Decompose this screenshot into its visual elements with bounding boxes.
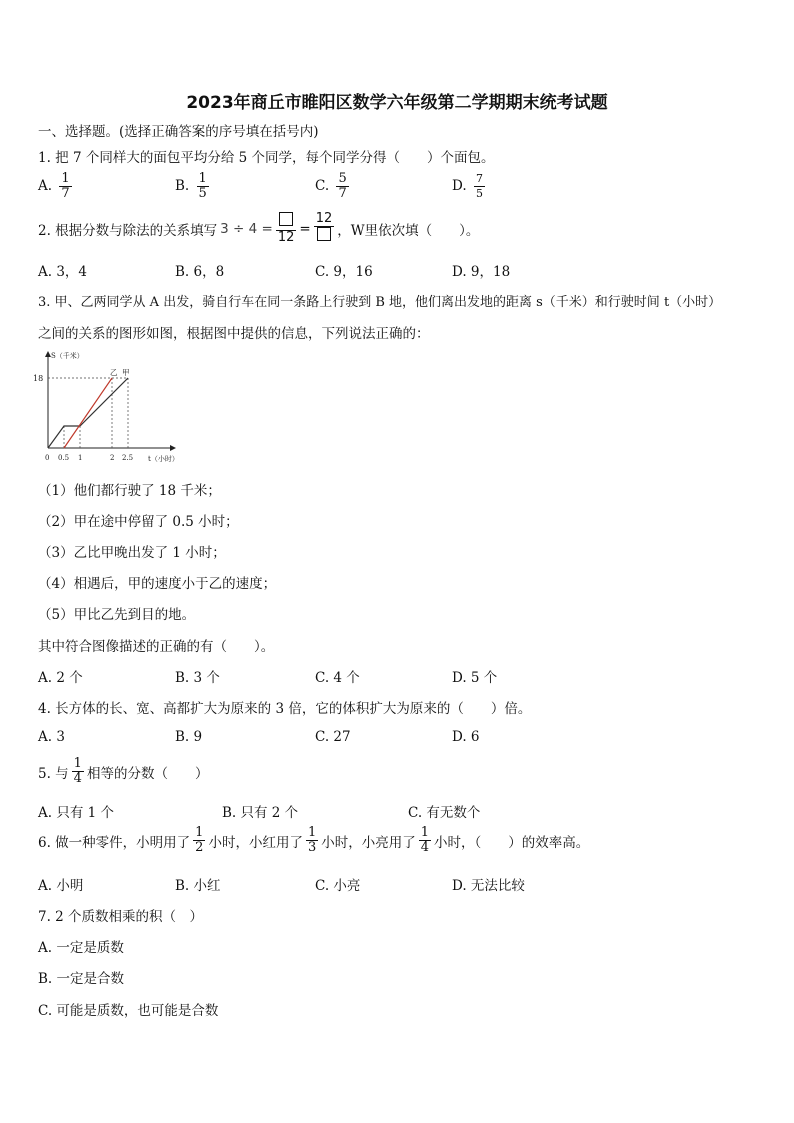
q3-ask: 其中符合图像描述的正确的有（ ）。 xyxy=(38,639,275,655)
q3-option-b: B. 3 个 xyxy=(175,670,220,686)
q3-statement-1: （1）他们都行驶了 18 千米； xyxy=(38,483,221,499)
blank-box xyxy=(279,212,293,226)
fraction: $\frac{1}{2}$ xyxy=(195,825,204,855)
q5-option-a: A. 只有 1 个 xyxy=(38,805,115,821)
question-3-options xyxy=(0,666,794,694)
q3-statement-4: （4）相遇后，甲的速度小于乙的速度； xyxy=(38,576,277,592)
distance-time-graph xyxy=(30,348,200,468)
q4-option-a: A. 3 xyxy=(38,729,65,745)
x-tick: 1 xyxy=(78,454,83,462)
fraction: $\frac{1}{4}$ xyxy=(420,825,430,855)
q6-option-c: C. 小亮 xyxy=(315,878,361,894)
q3-statement-5: （5）甲比乙先到目的地。 xyxy=(38,607,196,623)
q2-option-c: C. 9，16 xyxy=(315,264,373,280)
label-jia: 甲 xyxy=(122,368,130,377)
q6-option-d: D. 无法比较 xyxy=(452,878,525,894)
y-axis-label: S（千米） xyxy=(51,352,84,360)
q6-option-b: B. 小红 xyxy=(175,878,221,894)
q1-option-a: A. $\frac{1}{7}$ xyxy=(38,171,70,201)
q3-option-c: C. 4 个 xyxy=(315,670,360,686)
q7-option-c: C. 可能是质数，也可能是合数 xyxy=(38,1003,219,1019)
question-4-options xyxy=(0,729,794,757)
question-6-text: 6. 做一种零件，小明用了 $\frac{1}{2}$ 小时，小红用了 $\frac{1}{3}$ 小时，小亮用了 $\frac{1}{4}$ 小时，（ ）的效率高。 xyxy=(38,825,590,855)
x-tick: 0.5 xyxy=(58,454,70,462)
x-axis-label: t（小时） xyxy=(148,455,179,463)
label-yi: 乙 xyxy=(110,368,118,377)
fraction: $\frac{5}{7}$ xyxy=(338,171,347,201)
question-6-options xyxy=(0,874,794,902)
q2-option-d: D. 9，18 xyxy=(452,264,511,280)
q2-option-a: A. 3，4 xyxy=(38,264,88,280)
q4-option-b: B. 9 xyxy=(175,729,203,745)
question-2-text: 2. 根据分数与除法的关系填写 3 ÷ 4 = 12 = 12 ，W里依次填（ ）。 xyxy=(38,211,480,245)
q4-option-c: C. 27 xyxy=(315,729,351,745)
question-1-text: 1. 把 7 个同样大的面包平均分给 5 个同学，每个同学分得（ ）个面包。 xyxy=(38,150,495,166)
q1-option-b: B. $\frac{1}{5}$ xyxy=(175,171,207,201)
question-5-text: 5. 与 $\frac{1}{4}$ 相等的分数（ ） xyxy=(38,756,209,786)
question-7-text: 7. 2 个质数相乘的积（ ） xyxy=(38,909,204,925)
q4-option-d: D. 6 xyxy=(452,729,480,745)
question-5-options xyxy=(0,801,794,829)
fraction: $\frac{1}{3}$ xyxy=(307,825,317,855)
q7-option-b: B. 一定是合数 xyxy=(38,971,125,987)
y-tick-18: 18 xyxy=(33,374,44,383)
x-tick: 2.5 xyxy=(122,454,134,462)
fraction: $\frac{1}{5}$ xyxy=(198,171,207,201)
q1-option-c: C. $\frac{5}{7}$ xyxy=(315,171,347,201)
q2-option-b: B. 6，8 xyxy=(175,264,225,280)
question-2-options xyxy=(0,260,794,288)
page-title: 2023年商丘市睢阳区数学六年级第二学期期末统考试题 xyxy=(186,93,608,113)
q6-option-a: A. 小明 xyxy=(38,878,84,894)
fraction: 12 xyxy=(276,212,297,245)
blank-box xyxy=(317,227,331,241)
q3-option-d: D. 5 个 xyxy=(452,670,498,686)
q1-option-d: D. $\frac{7}{5}$ xyxy=(452,172,483,200)
question-1-options xyxy=(0,172,794,200)
fraction: $\frac{1}{7}$ xyxy=(61,171,70,201)
question-4-text: 4. 长方体的长、宽、高都扩大为原来的 3 倍，它的体积扩大为原来的（ ）倍。 xyxy=(38,701,532,717)
q5-option-c: C. 有无数个 xyxy=(408,805,481,821)
fraction: $\frac{7}{5}$ xyxy=(475,172,483,200)
q5-option-b: B. 只有 2 个 xyxy=(222,805,299,821)
fraction: $\frac{1}{4}$ xyxy=(73,756,82,786)
x-tick: 2 xyxy=(110,454,115,462)
fraction: 12 xyxy=(314,212,335,245)
question-3-text-line1: 3. 甲、乙两同学从 A 出发，骑自行车在同一条路上行驶到 B 地，他们离出发地的距离 s（千米）和行驶时间 t（小时） xyxy=(38,295,722,310)
q3-statement-2: （2）甲在途中停留了 0.5 小时； xyxy=(38,514,239,530)
q3-statement-3: （3）乙比甲晚出发了 1 小时； xyxy=(38,545,226,561)
q3-option-a: A. 2 个 xyxy=(38,670,83,686)
x-origin: 0 xyxy=(45,454,50,462)
line-yi xyxy=(64,378,112,448)
question-3-text-line2: 之间的关系的图形如图，根据图中提供的信息，下列说法正确的： xyxy=(38,326,430,342)
section-heading: 一、选择题。(选择正确答案的序号填在括号内) xyxy=(38,124,319,140)
q7-option-a: A. 一定是质数 xyxy=(38,940,124,956)
